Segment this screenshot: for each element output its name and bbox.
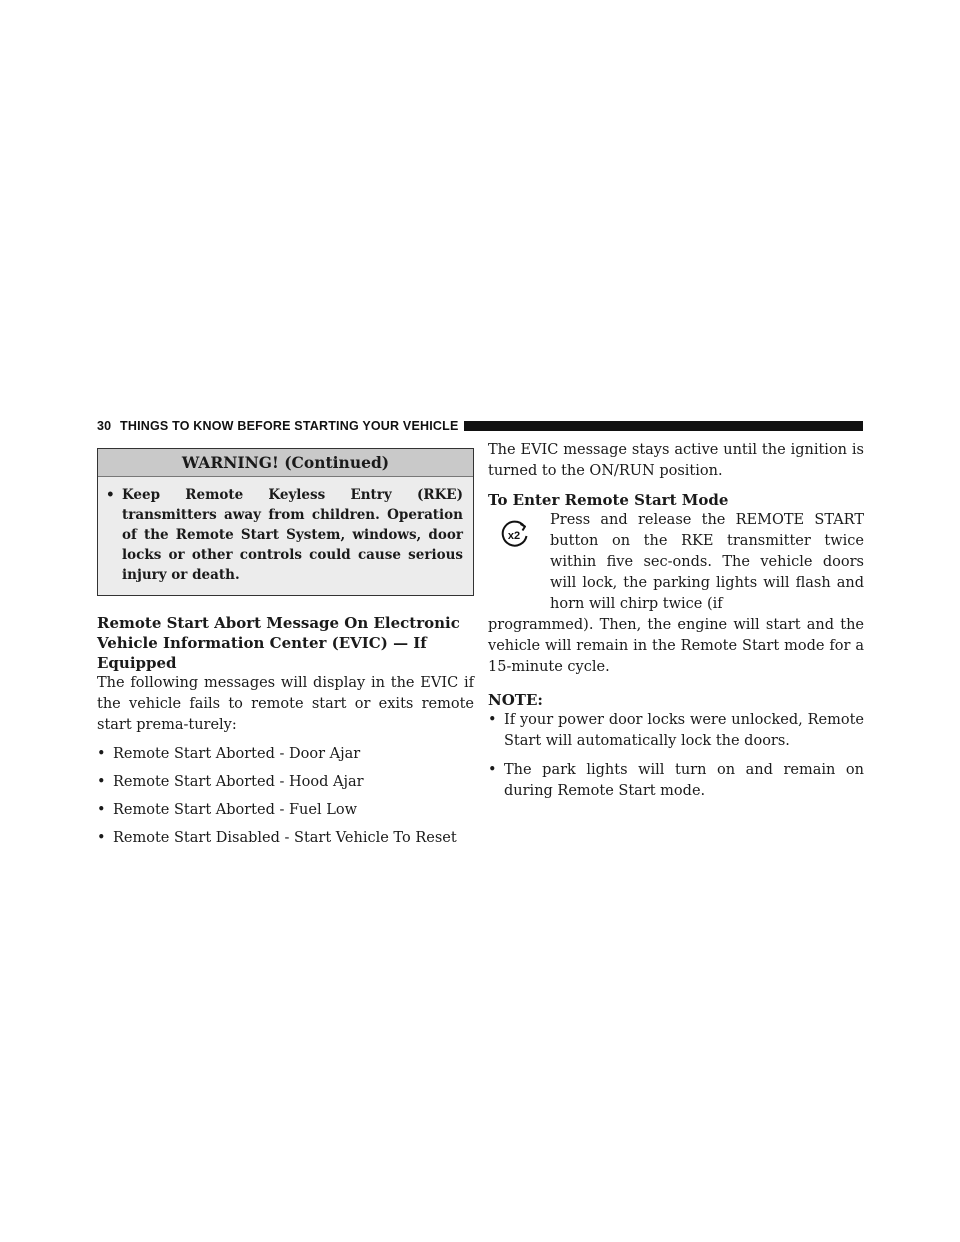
bullet-icon: • [97,774,106,790]
abort-message: Remote Start Disabled - Start Vehicle To Reset [113,830,457,846]
abort-message: Remote Start Aborted - Fuel Low [113,802,357,818]
evic-text: The EVIC message stays active until the ignition is turned to the ON/RUN position. [488,442,864,479]
section-title: THINGS TO KNOW BEFORE STARTING YOUR VEHICLE [120,419,459,433]
warning-text: Keep Remote Keyless Entry (RKE) transmitters away from children. Operation of the Remote Start System, windows, door locks or other controls could cause serious injury or death. [122,487,463,583]
bullet-icon: • [488,762,497,778]
mode-text-indented: Press and release the REMOTE START button on the RKE transmitter twice within five sec-onds. The vehicle doors will lock, the parking lights will flash and horn will chirp twice (if [550,512,864,612]
warning-bullet-item [98,477,473,595]
abort-message: Remote Start Aborted - Hood Ajar [113,774,364,790]
list-item [97,744,474,765]
right-column [488,440,864,809]
page-header [97,418,863,436]
warning-box [97,448,474,596]
abort-heading: Remote Start Abort Message On Electronic Vehicle Information Center (EVIC) — If Equipped [97,614,460,672]
bullet-icon: • [97,802,106,818]
note-item [488,710,864,752]
warning-title: WARNING! (Continued) [98,449,473,477]
icon-label: x2 [507,530,521,542]
mode-instructions [488,510,864,615]
abort-message-list [97,744,474,849]
bullet-icon: • [488,712,497,728]
abort-intro: The following messages will display in the EVIC if the vehicle fails to remote start or exits remote start prema-turely: [97,675,474,733]
note-heading: NOTE: [488,691,543,709]
mode-text: programmed). Then, the engine will start and the vehicle will remain in the Remote Start mode for a 15-minute cycle. [488,617,864,675]
left-column [97,448,474,856]
note-text: If your power door locks were unlocked, Remote Start will automatically lock the doors. [504,712,864,749]
bullet-icon: • [97,746,106,762]
header-rule [464,421,863,431]
press-twice-icon [498,518,530,550]
bullet-icon: • [106,487,115,503]
bullet-icon: • [97,830,106,846]
mode-heading: To Enter Remote Start Mode [488,491,729,509]
abort-message: Remote Start Aborted - Door Ajar [113,746,361,762]
note-text: The park lights will turn on and remain on during Remote Start mode. [504,762,864,799]
list-item [97,800,474,821]
page-number: 30 [97,419,112,433]
list-item [97,828,474,849]
note-item [488,760,864,802]
list-item [97,772,474,793]
